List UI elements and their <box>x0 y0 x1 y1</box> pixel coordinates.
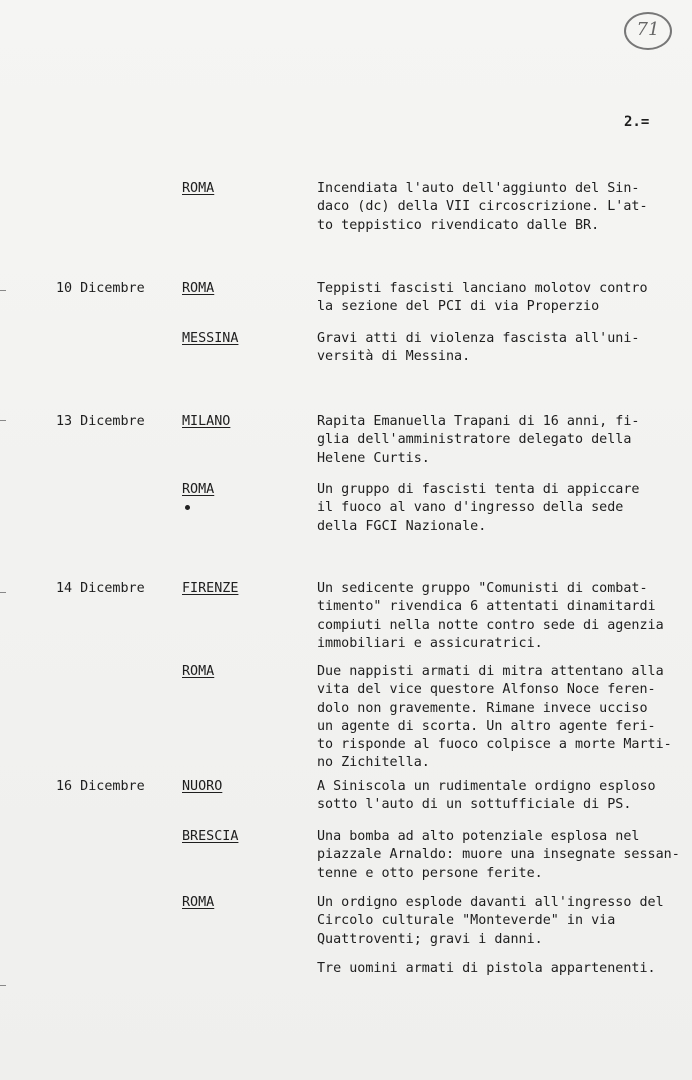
entry-text: Una bomba ad alto potenziale esplosa nel piazzale Arnaldo: muore una insegnate sessan- tenne e otto persone ferite. <box>317 829 680 881</box>
entry-text: Incendiata l'auto dell'aggiunto del Sin- daco (dc) della VII circoscrizione. L'at- to teppistico rivendicato dalle BR. <box>317 181 648 233</box>
entry-text: Teppisti fascisti lanciano molotov contro la sezione del PCI di via Properzio <box>317 281 648 315</box>
entry-text: Un sedicente gruppo "Comunisti di combat- timento" rivendica 6 attentati dinamitardi compiuti nella notte contro sede di agenzia immobiliari e assicuratrici. <box>317 581 664 651</box>
margin-mark <box>0 592 6 593</box>
entry-place: FIRENZE <box>182 581 239 596</box>
entry-place: MILANO <box>182 414 231 429</box>
page-stamp: 71 <box>624 12 672 50</box>
margin-mark <box>0 985 6 986</box>
entry-date: 13 Dicembre <box>56 414 145 429</box>
bullet-mark <box>185 505 190 510</box>
entry-date: 10 Dicembre <box>56 281 145 296</box>
entry-place: ROMA <box>182 181 215 196</box>
entry-place: ROMA <box>182 895 215 910</box>
margin-mark <box>0 290 6 291</box>
entry-text: Un ordigno esplode davanti all'ingresso del Circolo culturale "Monteverde" in via Quattroventi; gravi i danni. <box>317 895 664 947</box>
entry-place: NUORO <box>182 779 223 794</box>
entry-date: 16 Dicembre <box>56 779 145 794</box>
entry-text: Tre uomini armati di pistola appartenenti. <box>317 961 656 976</box>
entry-place: MESSINA <box>182 331 239 346</box>
entry-place: ROMA <box>182 281 215 296</box>
entry-text: A Siniscola un rudimentale ordigno esploso sotto l'auto di un sottufficiale di PS. <box>317 779 656 813</box>
entry-text: Gravi atti di violenza fascista all'uni- versità di Messina. <box>317 331 640 365</box>
entry-text: Due nappisti armati di mitra attentano alla vita del vice questore Alfonso Noce feren- dolo non gravemente. Rimane invece ucciso un agente di scorta. Un altro agente feri- to risponde al fuoco colpisce a morte Marti- no Zichitella. <box>317 664 672 771</box>
entry-date: 14 Dicembre <box>56 581 145 596</box>
page-number: 2.= <box>624 114 650 130</box>
entry-place: BRESCIA <box>182 829 239 844</box>
entry-place: ROMA <box>182 664 215 679</box>
entry-text: Rapita Emanuella Trapani di 16 anni, fi- glia dell'amministratore delegato della Helene Curtis. <box>317 414 640 466</box>
entry-place: ROMA <box>182 482 215 497</box>
entry-text: Un gruppo di fascisti tenta di appiccare il fuoco al vano d'ingresso della sede della FGCI Nazionale. <box>317 482 640 534</box>
margin-mark <box>0 420 6 421</box>
